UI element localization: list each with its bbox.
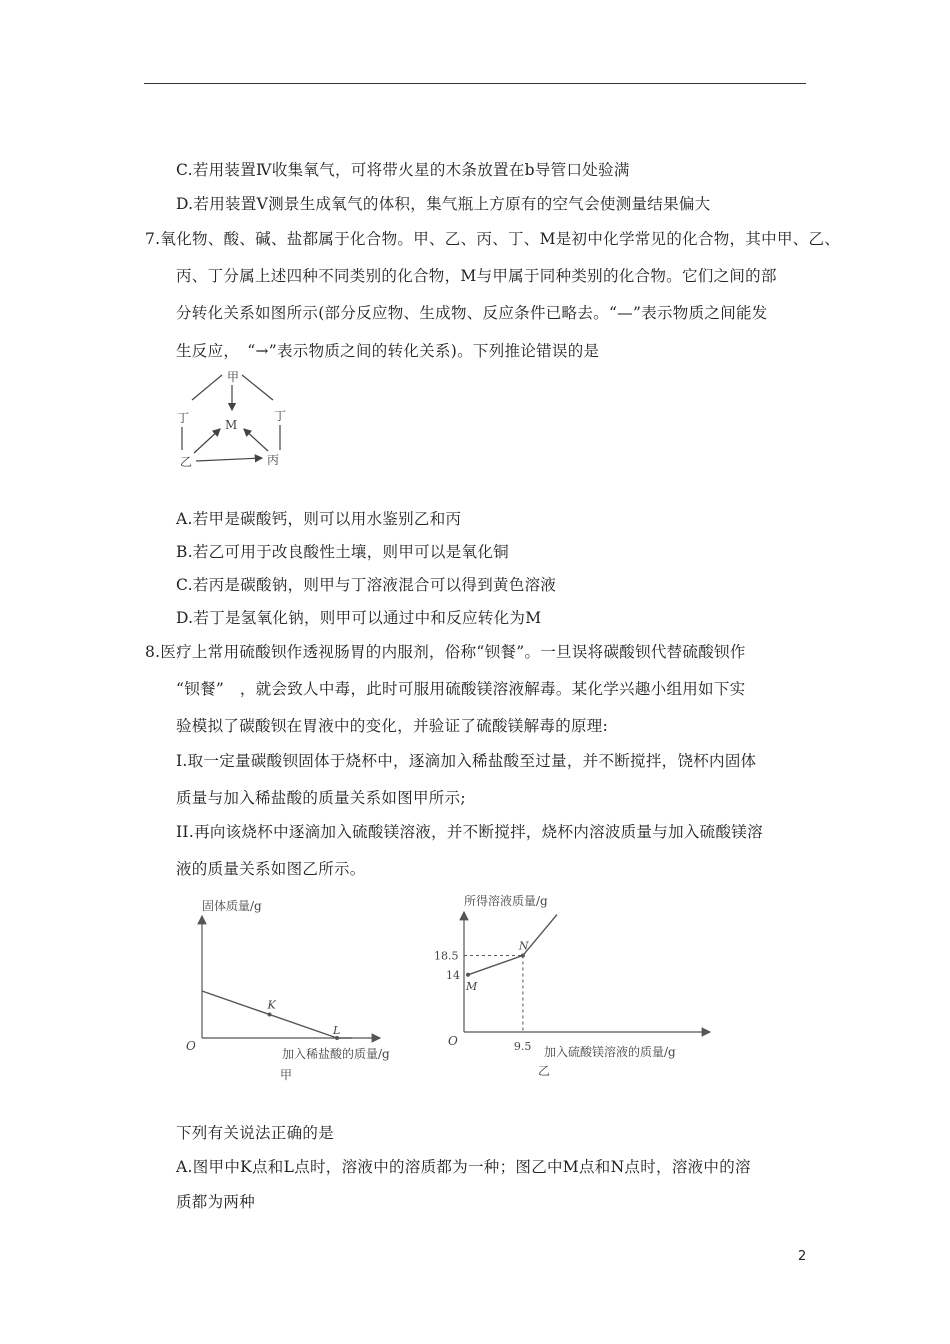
chart-jia-label-l: L	[333, 1024, 341, 1037]
node-yi: 乙	[180, 455, 193, 469]
chart-yi-label-m: M	[466, 979, 478, 993]
q8-step-1b: 质量与加入稀盐酸的质量关系如图甲所示;	[176, 789, 466, 807]
q7-option-c: C.若丙是碳酸钠，则甲与丁溶液混合可以得到黄色溶液	[176, 576, 557, 594]
q8-question: 下列有关说法正确的是	[176, 1124, 335, 1142]
chart-yi-ylabel: 所得溶液质量/g	[464, 894, 548, 908]
q8-step-2b: 液的质量关系如图乙所示。	[176, 860, 366, 878]
chart-yi-xlabel: 加入硫酸镁溶液的质量/g	[544, 1045, 676, 1059]
q7-option-d: D.若丁是氢氧化钠，则甲可以通过中和反应转化为M	[176, 609, 542, 627]
chart-yi-series-line	[468, 915, 557, 975]
q6-option-c: C.若用装置Ⅳ收集氧气，可将带火星的木条放置在b导管口处验满	[176, 161, 630, 179]
chart-jia-point-k	[268, 1013, 272, 1017]
relation-diagram	[170, 365, 300, 470]
chart-jia-title: 甲	[280, 1068, 293, 1082]
arrow-bing-m	[244, 429, 268, 451]
chart-yi-xtick-9-5: 9.5	[513, 1040, 532, 1053]
q8-option-a-2: 质都为两种	[176, 1193, 256, 1211]
chart-jia-ylabel: 固体质量/g	[202, 899, 262, 913]
node-bing: 丙	[267, 453, 280, 467]
q7-stem-2: 丙、丁分属上述四种不同类别的化合物，M与甲属于同种类别的化合物。它们之间的部	[176, 267, 777, 285]
arrow-yi-m	[194, 429, 220, 453]
header-rule	[144, 83, 806, 84]
q8-option-a-1: A.图甲中K点和L点时，溶液中的溶质都为一种；图乙中M点和N点时，溶液中的溶	[176, 1158, 751, 1176]
q7-option-b: B.若乙可用于改良酸性土壤，则甲可以是氧化铜	[176, 543, 509, 561]
chart-jia-origin: O	[186, 1039, 196, 1053]
q7-stem-4: 生反应， “→”表示物质之间的转化关系)。下列推论错误的是	[176, 342, 600, 360]
q8-stem-2: “钡餐” ，就会致人中毒，此时可服用硫酸镁溶液解毒。某化学兴趣小组用如下实	[176, 680, 746, 698]
q8-step-2a: II.再向该烧杯中逐滴加入硫酸镁溶液，并不断搅拌，烧杯内溶波质量与加入硫酸镁溶	[176, 823, 763, 841]
q7-stem-1: 7.氧化物、酸、碱、盐都属于化合物。甲、乙、丙、丁、M是初中化学常见的化合物，其中甲、乙、	[145, 230, 841, 248]
node-m: M	[225, 418, 238, 432]
chart-yi-point-n	[521, 953, 525, 957]
node-jia: 甲	[227, 370, 240, 384]
chart-yi-ytick-18-5: 18.5	[434, 949, 459, 963]
arrow-yi-bing	[196, 458, 262, 461]
node-ding-left: 丁	[177, 411, 190, 425]
chart-yi-point-m	[466, 973, 470, 977]
q7-option-a: A.若甲是碳酸钙，则可以用水鉴别乙和丙	[176, 510, 462, 528]
q8-step-1a: I.取一定量碳酸钡固体于烧杯中，逐滴加入稀盐酸至过量，并不断搅拌，饶杯内固体	[176, 752, 757, 770]
chart-jia-label-k: K	[267, 998, 276, 1012]
chart-yi-ytick-14: 14	[446, 968, 460, 982]
chart-yi-label-n: N	[518, 939, 529, 953]
edge-jia-ding	[192, 375, 222, 400]
chart-yi	[434, 885, 720, 1085]
q8-stem-3: 验模拟了碳酸钡在胃液中的变化，并验证了硫酸镁解毒的原理:	[176, 717, 609, 735]
chart-yi-origin: O	[448, 1034, 458, 1048]
chart-yi-title: 乙	[538, 1064, 551, 1078]
node-ding-right: 丁	[274, 409, 287, 423]
page-number: 2	[798, 1249, 807, 1264]
q7-stem-3: 分转化关系如图所示(部分反应物、生成物、反应条件已略去。“—”表示物质之间能发	[176, 304, 768, 322]
chart-jia	[180, 890, 420, 1085]
chart-jia-xlabel: 加入稀盐酸的质量/g	[282, 1047, 390, 1061]
q8-stem-1: 8.医疗上常用硫酸钡作透视肠胃的内服剂，俗称“钡餐”。一旦误将碳酸钡代替硫酸钡作	[145, 643, 746, 661]
q6-option-d: D.若用装置Ⅴ测景生成氧气的体积，集气瓶上方原有的空气会使测量结果偏大	[176, 195, 711, 213]
edge-jia-ding2	[242, 375, 273, 400]
